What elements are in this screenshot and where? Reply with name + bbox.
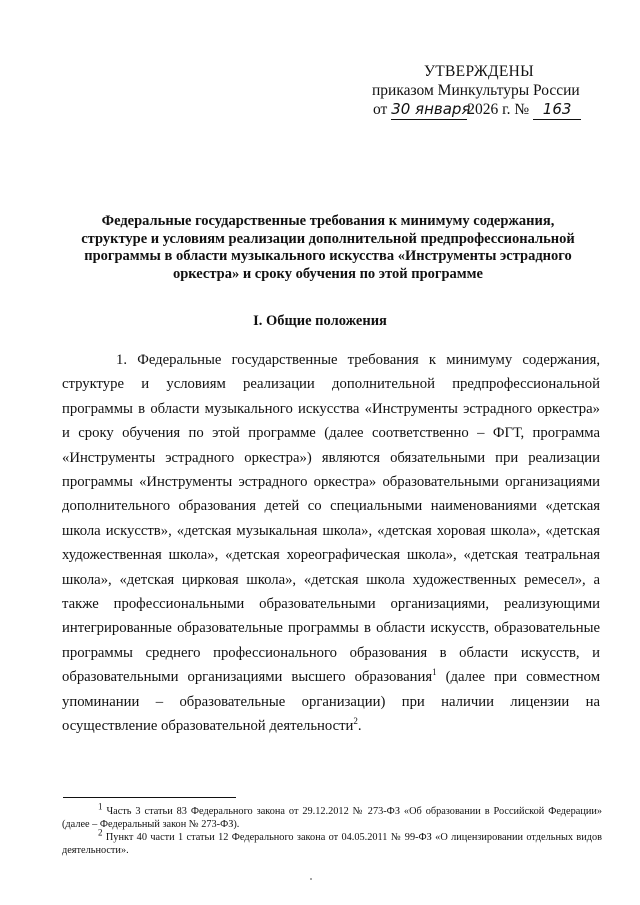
footnote-ref-1[interactable]: 1: [432, 667, 437, 678]
footnote-2-text: Пункт 40 части 1 статьи 12 Федерального закона от 04.05.2011 № 99-ФЗ «О лицензировании отдельных видов деятельности».: [62, 832, 602, 856]
scan-speck: [310, 878, 312, 880]
paragraph-1-text-a: 1. Федеральные государственные требования к минимуму содержания, структуре и условиям реализации дополнительной предпрофессиональной программы в области музыкального искусства «Инструменты эстрадного оркестра» и сроку обучения по этой программе (далее соответственно – ФГТ, программа «Инструменты эстрадного оркестра») являются обязательными при реализации программы «Инструменты эстрадного оркестра» образовательными организациями дополнительного образования детей со специальными наименованиями «детская школа искусств», «детская музыкальная школа», «детская хоровая школа», «детская художественная школа», «детская хореографическая школа», «детская театральная школа», «детская цирковая школа», «детская школа художественных ремесел», а также профессиональными образовательными организациями, реализующими интегрированные образовательные программы в области искусств, образовательные программы среднего профессионального образования в области искусств, и образовательными организациями высшего образования: [62, 352, 600, 686]
handwritten-order-number: 163: [533, 100, 581, 120]
handwritten-date: 30 января: [391, 100, 471, 118]
approval-order-line: приказом Минкультуры России: [372, 81, 580, 99]
approval-block: [364, 63, 614, 120]
paragraph-1: [62, 348, 600, 739]
date-prefix: от: [373, 101, 388, 118]
date-year: 2026 г. №: [467, 101, 530, 118]
footnotes: [62, 801, 602, 857]
footnote-2: [62, 827, 602, 857]
approval-heading: УТВЕРЖДЕНЫ: [424, 63, 534, 80]
paragraph-1-text-b: (далее при совместном упоминании – образовательные организации) при наличии лицензии на осуществление образовательной деятельности: [62, 669, 601, 735]
approval-date-line: [364, 100, 614, 120]
paragraph-1-text-c: .: [357, 718, 362, 735]
footnote-1: [62, 801, 602, 831]
footnote-divider: [63, 797, 236, 798]
footnote-1-text: Часть 3 статьи 83 Федерального закона от 29.12.2012 № 273-ФЗ «Об образовании в Российской Федерации» (далее – Федеральный закон № 273-ФЗ).: [62, 806, 602, 830]
section-heading: I. Общие положения: [253, 313, 387, 329]
footnote-ref-2[interactable]: 2: [353, 716, 358, 727]
footnote-1-number: 1: [98, 801, 103, 812]
document-title: Федеральные государственные требования к минимуму содержания, структуре и условиям реализации дополнительной предпрофессиональной программы в области музыкального искусства «Инструменты эстрадного оркестра» и сроку обучения по этой программе: [81, 213, 575, 282]
footnote-2-number: 2: [98, 827, 103, 838]
